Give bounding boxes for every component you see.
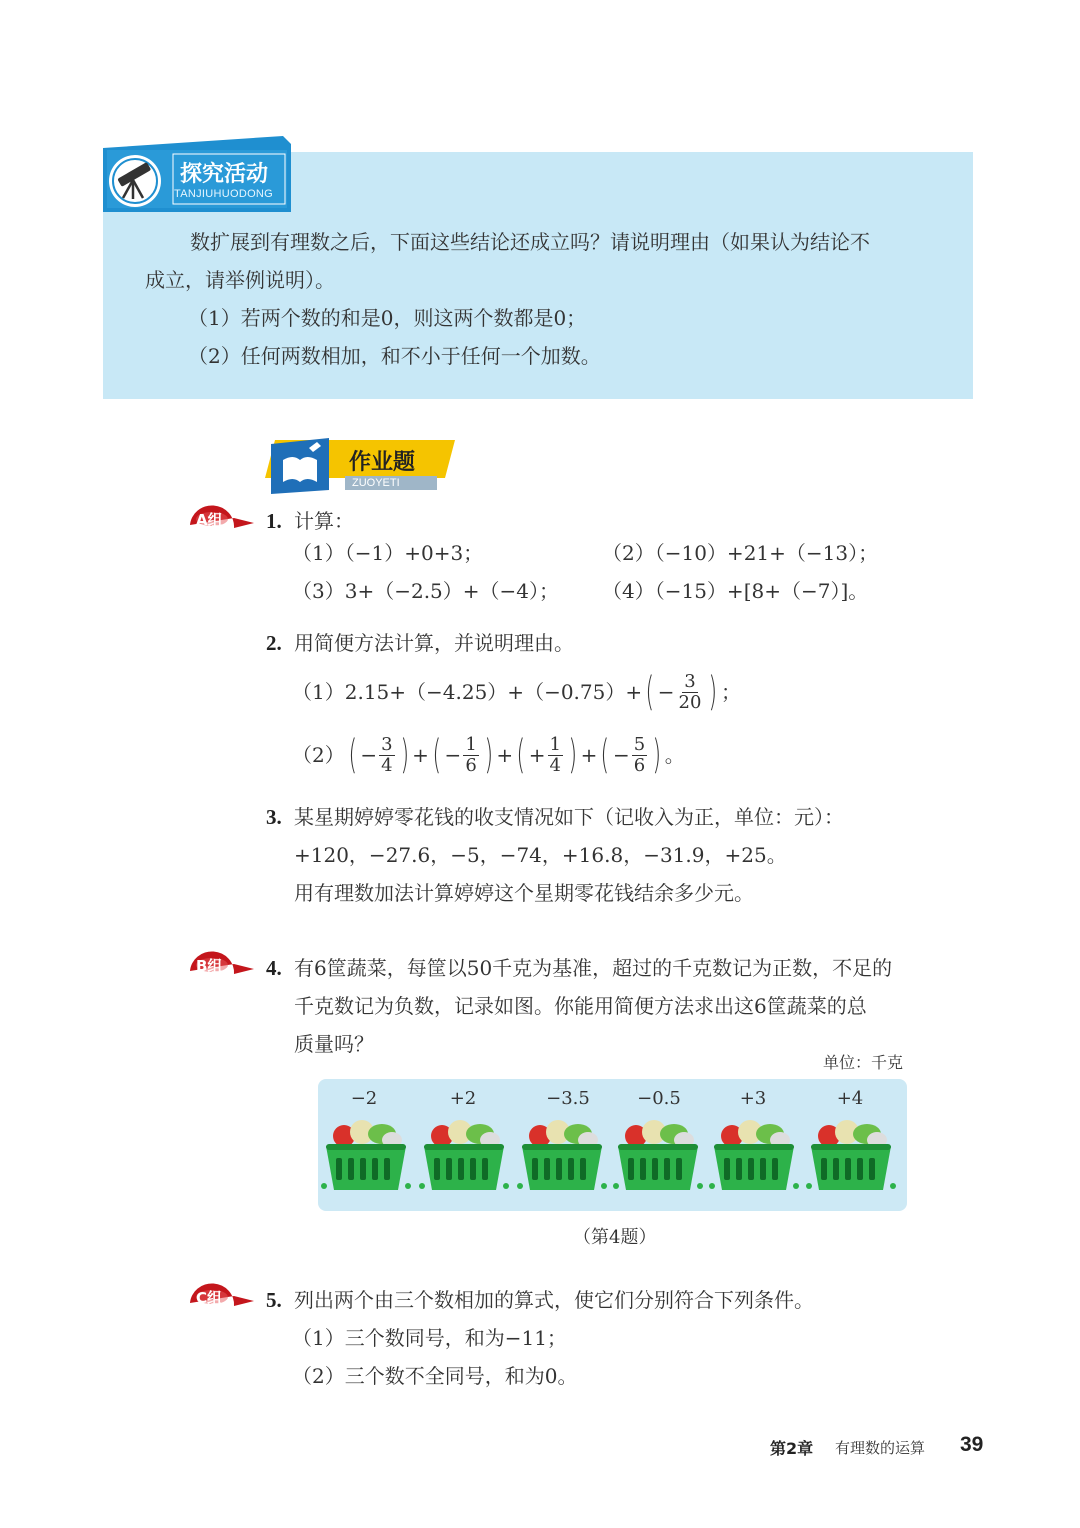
question-2-prompt: 用简便方法计算，并说明理由。 bbox=[294, 631, 574, 655]
left-paren-icon: ( bbox=[516, 732, 526, 778]
group-a-label: A组 bbox=[196, 511, 223, 529]
q2-p2-sign-4: − bbox=[612, 743, 630, 767]
question-5-part-2: （2）三个数不全同号，和为0。 bbox=[292, 1364, 578, 1388]
right-paren-icon: ) bbox=[400, 732, 409, 778]
question-3-line-1: 某星期婷婷零花钱的收支情况如下（记收入为正，单位：元）： bbox=[294, 805, 844, 829]
q2-p1-expression: 2.15+（−4.25）+（−0.75）+ bbox=[344, 680, 643, 704]
question-4-number: 4. bbox=[266, 956, 282, 980]
explore-intro-line1: 数扩展到有理数之后，下面这些结论还成立吗？请说明理由（如果认为结论不 bbox=[190, 230, 870, 254]
vegetable-basket-icon bbox=[708, 1112, 800, 1198]
group-c-label: C组 bbox=[196, 1289, 223, 1307]
explore-subtitle: TANJIUHUODONG bbox=[174, 188, 274, 200]
left-paren-icon: ( bbox=[645, 669, 655, 715]
vegetable-basket-icon bbox=[805, 1112, 897, 1198]
fraction bbox=[548, 735, 563, 776]
right-paren-icon: ) bbox=[652, 732, 662, 778]
q2-p2-end: 。 bbox=[664, 743, 685, 767]
left-paren-icon: ( bbox=[600, 732, 610, 778]
basket-value-1: −2 bbox=[350, 1088, 378, 1109]
explore-intro-line2: 成立，请举例说明）。 bbox=[145, 268, 335, 292]
fraction-numerator: 1 bbox=[465, 733, 477, 755]
q2-p1-label: （1） bbox=[292, 680, 345, 704]
fraction bbox=[632, 735, 647, 776]
group-b-label: B组 bbox=[196, 957, 223, 975]
telescope-icon bbox=[109, 155, 161, 207]
question-1-number: 1. bbox=[266, 509, 282, 533]
vegetable-basket-icon bbox=[320, 1112, 412, 1198]
fraction-numerator: 3 bbox=[684, 670, 696, 692]
fraction bbox=[463, 735, 478, 776]
fraction-denominator: 20 bbox=[678, 691, 702, 713]
fraction-denominator: 6 bbox=[465, 754, 477, 776]
fraction-numerator: 5 bbox=[633, 733, 646, 755]
question-4-line-1: 有6筐蔬菜，每筐以50千克为基准，超过的千克数记为正数，不足的 bbox=[294, 956, 893, 980]
plus-sign: + bbox=[412, 743, 429, 767]
fraction bbox=[379, 735, 394, 776]
vegetable-basket-icon bbox=[418, 1112, 510, 1198]
fraction-denominator: 4 bbox=[549, 754, 561, 776]
right-paren-icon: ) bbox=[568, 732, 578, 778]
question-1-part-1: （1）（−1）+0+3； bbox=[292, 541, 484, 565]
fraction bbox=[677, 672, 704, 713]
explore-item-1: （1）若两个数的和是0，则这两个数都是0； bbox=[188, 306, 587, 330]
vegetable-basket-icon bbox=[516, 1112, 608, 1198]
question-5-number: 5. bbox=[266, 1288, 282, 1312]
explore-item-2: （2）任何两数相加，和不小于任何一个加数。 bbox=[188, 344, 601, 368]
unit-label: 单位：千克 bbox=[823, 1053, 904, 1072]
homework-subtitle: ZUOYETI bbox=[352, 477, 400, 489]
q2-p2-sign-3: + bbox=[528, 743, 546, 767]
basket-value-5: +3 bbox=[739, 1088, 767, 1109]
question-2-number: 2. bbox=[266, 631, 282, 655]
book-icon bbox=[271, 438, 329, 494]
q2-p2-sign-2: − bbox=[444, 743, 462, 767]
fraction-numerator: 3 bbox=[381, 733, 393, 755]
right-paren-icon: ) bbox=[484, 732, 493, 778]
fraction-denominator: 4 bbox=[381, 754, 393, 776]
plus-sign: + bbox=[496, 743, 514, 767]
question-5-line-1: 列出两个由三个数相加的算式，使它们分别符合下列条件。 bbox=[294, 1288, 814, 1312]
question-1-part-2: （2）（−10）+21+（−13）； bbox=[602, 541, 879, 565]
fraction-numerator: 1 bbox=[549, 733, 561, 755]
right-paren-icon: ) bbox=[708, 669, 718, 715]
basket-value-2: +2 bbox=[449, 1088, 477, 1109]
question-3-number: 3. bbox=[266, 805, 282, 829]
footer-chapter: 第2章 bbox=[770, 1439, 814, 1458]
left-paren-icon: ( bbox=[348, 732, 357, 778]
explore-title: 探究活动 bbox=[180, 162, 269, 187]
q2-p1-sign: − bbox=[657, 680, 675, 704]
fraction-denominator: 6 bbox=[633, 754, 646, 776]
page-number: 39 bbox=[960, 1433, 984, 1456]
question-1-part-3: （3）3+（−2.5）+（−4）； bbox=[292, 579, 560, 603]
question-3-line-2: +120，−27.6，−5，−74，+16.8，−31.9，+25。 bbox=[294, 843, 787, 867]
footer-chapter-title: 有理数的运算 bbox=[835, 1439, 926, 1457]
basket-value-3: −3.5 bbox=[546, 1088, 590, 1109]
question-1-part-4: （4）（−15）+[8+（−7）]。 bbox=[602, 579, 869, 603]
basket-value-6: +4 bbox=[836, 1088, 864, 1109]
question-5-part-1: （1）三个数同号，和为−11； bbox=[292, 1326, 567, 1350]
basket-value-4: −0.5 bbox=[637, 1088, 681, 1109]
q2-p1-end: ； bbox=[721, 680, 742, 704]
left-paren-icon: ( bbox=[432, 732, 442, 778]
question-4-line-3: 质量吗？ bbox=[294, 1032, 374, 1056]
figure-caption: （第4题） bbox=[573, 1227, 657, 1248]
question-3-line-3: 用有理数加法计算婷婷这个星期零花钱结余多少元。 bbox=[294, 881, 754, 905]
question-1-prompt: 计算： bbox=[294, 509, 354, 533]
homework-title: 作业题 bbox=[349, 450, 416, 475]
question-4-line-2: 千克数记为负数，记录如图。你能用简便方法求出这6筐蔬菜的总 bbox=[294, 994, 867, 1018]
q2-p2-sign-1: − bbox=[360, 743, 378, 767]
question-2-part-2 bbox=[292, 731, 685, 779]
question-2-part-1 bbox=[292, 668, 741, 716]
q2-p2-label: （2） bbox=[292, 743, 345, 767]
plus-sign: + bbox=[580, 743, 598, 767]
vegetable-basket-icon bbox=[612, 1112, 704, 1198]
